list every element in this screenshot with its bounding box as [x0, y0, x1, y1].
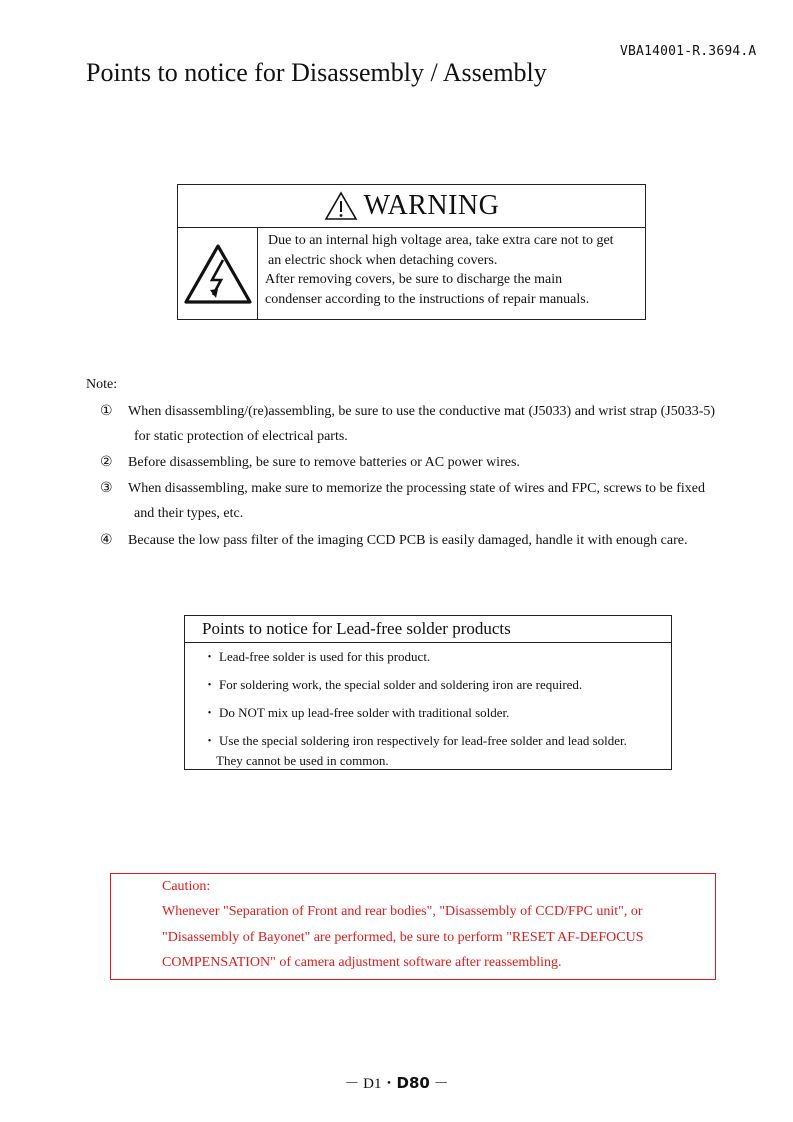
- note-label: Note:: [86, 377, 118, 392]
- note-number: ①: [100, 403, 113, 419]
- note-text: When disassembling/(re)assembling, be sure to use the conductive mat (J5033) and wrist strap (J5033-5): [128, 404, 716, 419]
- warning-box: [177, 184, 646, 320]
- note-item: [100, 475, 705, 502]
- high-voltage-icon: [183, 243, 253, 305]
- warning-text: [265, 231, 638, 309]
- warning-line: Due to an internal high voltage area, take extra care not to get: [268, 233, 614, 248]
- note-number: ④: [100, 532, 113, 548]
- caution-box: [110, 873, 716, 980]
- note-text: Because the low pass filter of the imaging CCD PCB is easily damaged, handle it with enough care.: [128, 533, 688, 548]
- bullet: ・: [203, 705, 217, 720]
- note-number: ②: [100, 454, 113, 470]
- note-item: [100, 398, 715, 425]
- bullet: ・: [203, 677, 217, 692]
- note-text: Before disassembling, be sure to remove batteries or AC power wires.: [128, 455, 520, 470]
- warning-triangle-icon: [324, 191, 358, 221]
- footer-page-suffix: －: [429, 1076, 449, 1092]
- warning-header: [178, 185, 645, 228]
- leadfree-title: Points to notice for Lead-free solder products: [202, 619, 511, 638]
- caution-line: COMPENSATION" of camera adjustment software after reassembling.: [162, 955, 562, 970]
- note-item: [100, 449, 520, 476]
- warning-line: an electric shock when detaching covers.: [268, 252, 498, 268]
- bullet: ・: [203, 649, 217, 664]
- leadfree-box: [184, 615, 672, 770]
- note-text: When disassembling, make sure to memorize the processing state of wires and FPC, screws to be fixed: [128, 481, 705, 496]
- warning-icon-cell: [178, 228, 258, 319]
- document-code: VBA14001-R.3694.A: [620, 44, 757, 59]
- footer-page-prefix: － D1・: [344, 1076, 397, 1092]
- leadfree-item-continuation: They cannot be used in common.: [216, 753, 389, 768]
- leadfree-item-text: Do NOT mix up lead-free solder with traditional solder.: [219, 705, 510, 720]
- leadfree-item-text: Lead-free solder is used for this product.: [219, 649, 431, 664]
- note-continuation: for static protection of electrical parts.: [134, 429, 348, 444]
- note-item: [100, 527, 688, 554]
- warning-line: After removing covers, be sure to discharge the main: [265, 272, 563, 287]
- leadfree-item: [203, 674, 582, 693]
- note-number: ③: [100, 480, 113, 496]
- leadfree-header: [185, 616, 671, 643]
- note-continuation: and their types, etc.: [134, 506, 244, 521]
- leadfree-item: [203, 702, 509, 721]
- warning-title: WARNING: [363, 190, 500, 221]
- leadfree-item-text: Use the special soldering iron respectively for lead-free solder and lead solder.: [219, 733, 627, 748]
- caution-label: Caution:: [162, 879, 211, 894]
- leadfree-item: [203, 646, 430, 665]
- leadfree-item: [203, 730, 627, 749]
- footer-model-logo: D80: [396, 1074, 430, 1092]
- caution-line: "Disassembly of Bayonet" are performed, be sure to perform "RESET AF-DEFOCUS: [162, 930, 644, 945]
- page-title: Points to notice for Disassembly / Assembly: [86, 58, 547, 87]
- page-footer: [0, 1072, 793, 1093]
- leadfree-item-text: For soldering work, the special solder and soldering iron are required.: [219, 677, 583, 692]
- warning-line: condenser according to the instructions of repair manuals.: [265, 291, 590, 307]
- bullet: ・: [203, 733, 217, 748]
- caution-line: Whenever "Separation of Front and rear bodies", "Disassembly of CCD/FPC unit", or: [162, 904, 643, 919]
